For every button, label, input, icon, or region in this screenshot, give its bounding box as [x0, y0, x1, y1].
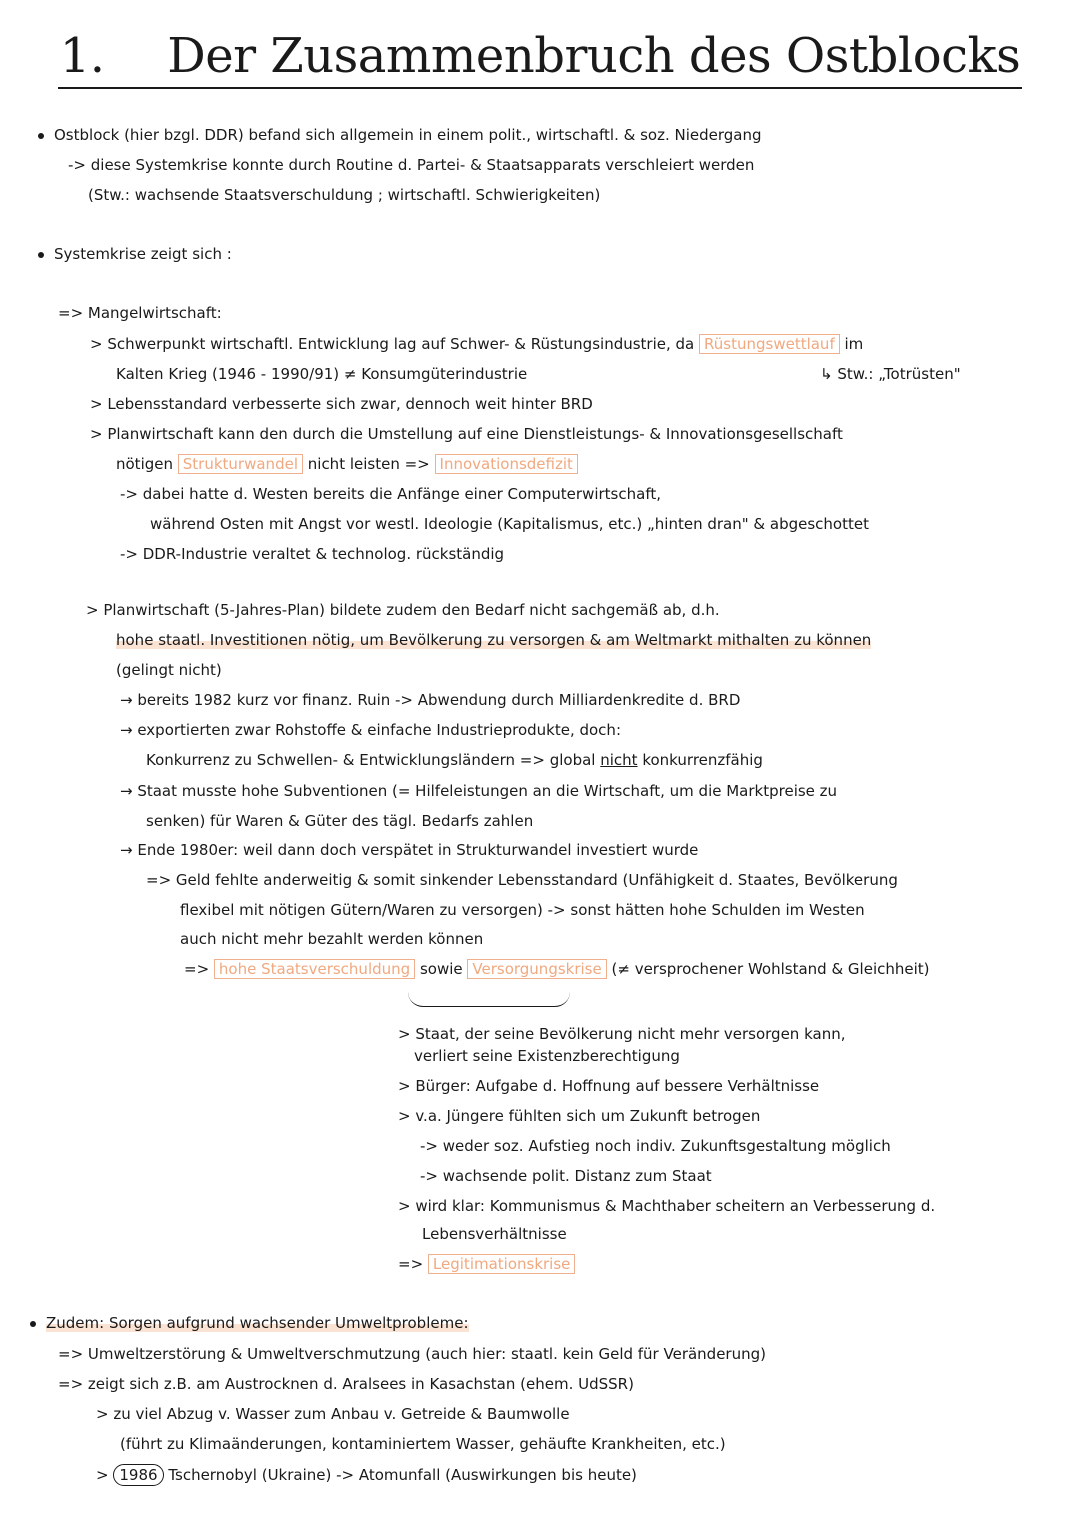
note-line: => Umweltzerstörung & Umweltverschmutzung (auch hier: staatl. kein Geld für Veränderung) — [58, 1345, 766, 1363]
note-line: → Ende 1980er: weil dann doch verspätet in Strukturwandel investiert wurde — [120, 841, 699, 859]
note-line: hohe staatl. Investitionen nötig, um Bevölkerung zu versorgen & am Weltmarkt mithalten zu können — [116, 631, 872, 649]
note-line: -> diese Systemkrise konnte durch Routine d. Partei- & Staatsapparats verschleiert werden — [68, 156, 755, 174]
note-line: → Staat musste hohe Subventionen (= Hilfeleistungen an die Wirtschaft, um die Marktpreise zu — [120, 782, 838, 800]
title-text: Der Zusammenbruch des Ostblocks — [167, 28, 1021, 84]
highlight-box: Legitimationskrise — [428, 1254, 575, 1274]
note-line: ↳ Stw.: „Totrüsten" — [820, 365, 961, 383]
page-title — [0, 28, 1080, 89]
bullet-ostblock: Ostblock (hier bzgl. DDR) befand sich allgemein in einem polit., wirtschaftl. & soz. Niedergang — [38, 125, 762, 145]
note-line: Kalten Krieg (1946 - 1990/91) ≠ Konsumgüterindustrie — [116, 365, 528, 383]
note-line: > Planwirtschaft kann den durch die Umstellung auf eine Dienstleistungs- & Innovationsgesellschaft — [90, 425, 843, 443]
highlight-box: Innovationsdefizit — [435, 454, 578, 474]
note-line: > 1986 Tschernobyl (Ukraine) -> Atomunfall (Auswirkungen bis heute) — [96, 1466, 637, 1484]
title-number: 1. — [59, 28, 105, 84]
note-line: => Geld fehlte anderweitig & somit sinkender Lebensstandard (Unfähigkeit d. Staates, Bevölkerung — [146, 871, 898, 889]
heading-mangelwirtschaft: => Mangelwirtschaft: — [58, 304, 222, 322]
note-line: nötigen Strukturwandel nicht leisten => Innovationsdefizit — [116, 454, 578, 474]
note-line: > wird klar: Kommunismus & Machthaber scheitern an Verbesserung d. — [398, 1197, 936, 1215]
note-line: => Legitimationskrise — [398, 1254, 575, 1274]
note-line: > zu viel Abzug v. Wasser zum Anbau v. Getreide & Baumwolle — [96, 1405, 570, 1423]
bullet-umwelt: Zudem: Sorgen aufgrund wachsender Umweltprobleme: — [30, 1313, 469, 1333]
note-line: > Schwerpunkt wirtschaftl. Entwicklung lag auf Schwer- & Rüstungsindustrie, da Rüstungswettlauf im — [90, 335, 864, 353]
highlight-box: Rüstungswettlauf — [699, 334, 840, 354]
note-line: (gelingt nicht) — [116, 661, 222, 679]
note-line: verliert seine Existenzberechtigung — [414, 1047, 680, 1065]
note-line: auch nicht mehr bezahlt werden können — [180, 930, 484, 948]
highlight-box: hohe Staatsverschuldung — [214, 959, 415, 979]
bullet-systemkrise: Systemkrise zeigt sich : — [38, 244, 232, 264]
circled-year: 1986 — [113, 1464, 163, 1486]
note-line: -> wachsende polit. Distanz zum Staat — [420, 1167, 712, 1185]
note-line: => hohe Staatsverschuldung sowie Versorgungskrise (≠ versprochener Wohlstand & Gleichheit) — [184, 960, 930, 978]
note-line: senken) für Waren & Güter des tägl. Bedarfs zahlen — [146, 812, 534, 830]
brace-icon — [408, 992, 570, 1007]
note-line: (führt zu Klimaänderungen, kontaminiertem Wasser, gehäufte Krankheiten, etc.) — [120, 1435, 726, 1453]
note-line: -> dabei hatte d. Westen bereits die Anfänge einer Computerwirtschaft, — [120, 485, 661, 503]
note-line: > Staat, der seine Bevölkerung nicht mehr versorgen kann, — [398, 1025, 846, 1043]
note-line: > Bürger: Aufgabe d. Hoffnung auf bessere Verhältnisse — [398, 1077, 820, 1095]
bullet-dot-icon — [38, 133, 44, 139]
note-line: Lebensverhältnisse — [422, 1225, 567, 1243]
note-line: → exportierten zwar Rohstoffe & einfache Industrieprodukte, doch: — [120, 721, 621, 739]
note-line: flexibel mit nötigen Gütern/Waren zu versorgen) -> sonst hätten hohe Schulden im Westen — [180, 901, 865, 919]
note-line: -> DDR-Industrie veraltet & technolog. rückständig — [120, 545, 505, 563]
note-line: (Stw.: wachsende Staatsverschuldung ; wirtschaftl. Schwierigkeiten) — [88, 186, 601, 204]
note-line: -> weder soz. Aufstieg noch indiv. Zukunftsgestaltung möglich — [420, 1137, 891, 1155]
bullet-dot-icon — [30, 1321, 36, 1327]
note-line: Konkurrenz zu Schwellen- & Entwicklungsländern => global nicht konkurrenzfähig — [146, 751, 763, 769]
note-line: > Lebensstandard verbesserte sich zwar, dennoch weit hinter BRD — [90, 395, 593, 413]
note-line: => zeigt sich z.B. am Austrocknen d. Aralsees in Kasachstan (ehem. UdSSR) — [58, 1375, 634, 1393]
note-line: während Osten mit Angst vor westl. Ideologie (Kapitalismus, etc.) „hinten dran" & abgeschottet — [150, 515, 869, 533]
note-line: > Planwirtschaft (5-Jahres-Plan) bildete zudem den Bedarf nicht sachgemäß ab, d.h. — [86, 601, 720, 619]
highlight-box: Strukturwandel — [178, 454, 303, 474]
note-line: > v.a. Jüngere fühlten sich um Zukunft betrogen — [398, 1107, 761, 1125]
bullet-dot-icon — [38, 252, 44, 258]
note-line: → bereits 1982 kurz vor finanz. Ruin -> Abwendung durch Milliardenkredite d. BRD — [120, 691, 741, 709]
highlight-box: Versorgungskrise — [467, 959, 606, 979]
